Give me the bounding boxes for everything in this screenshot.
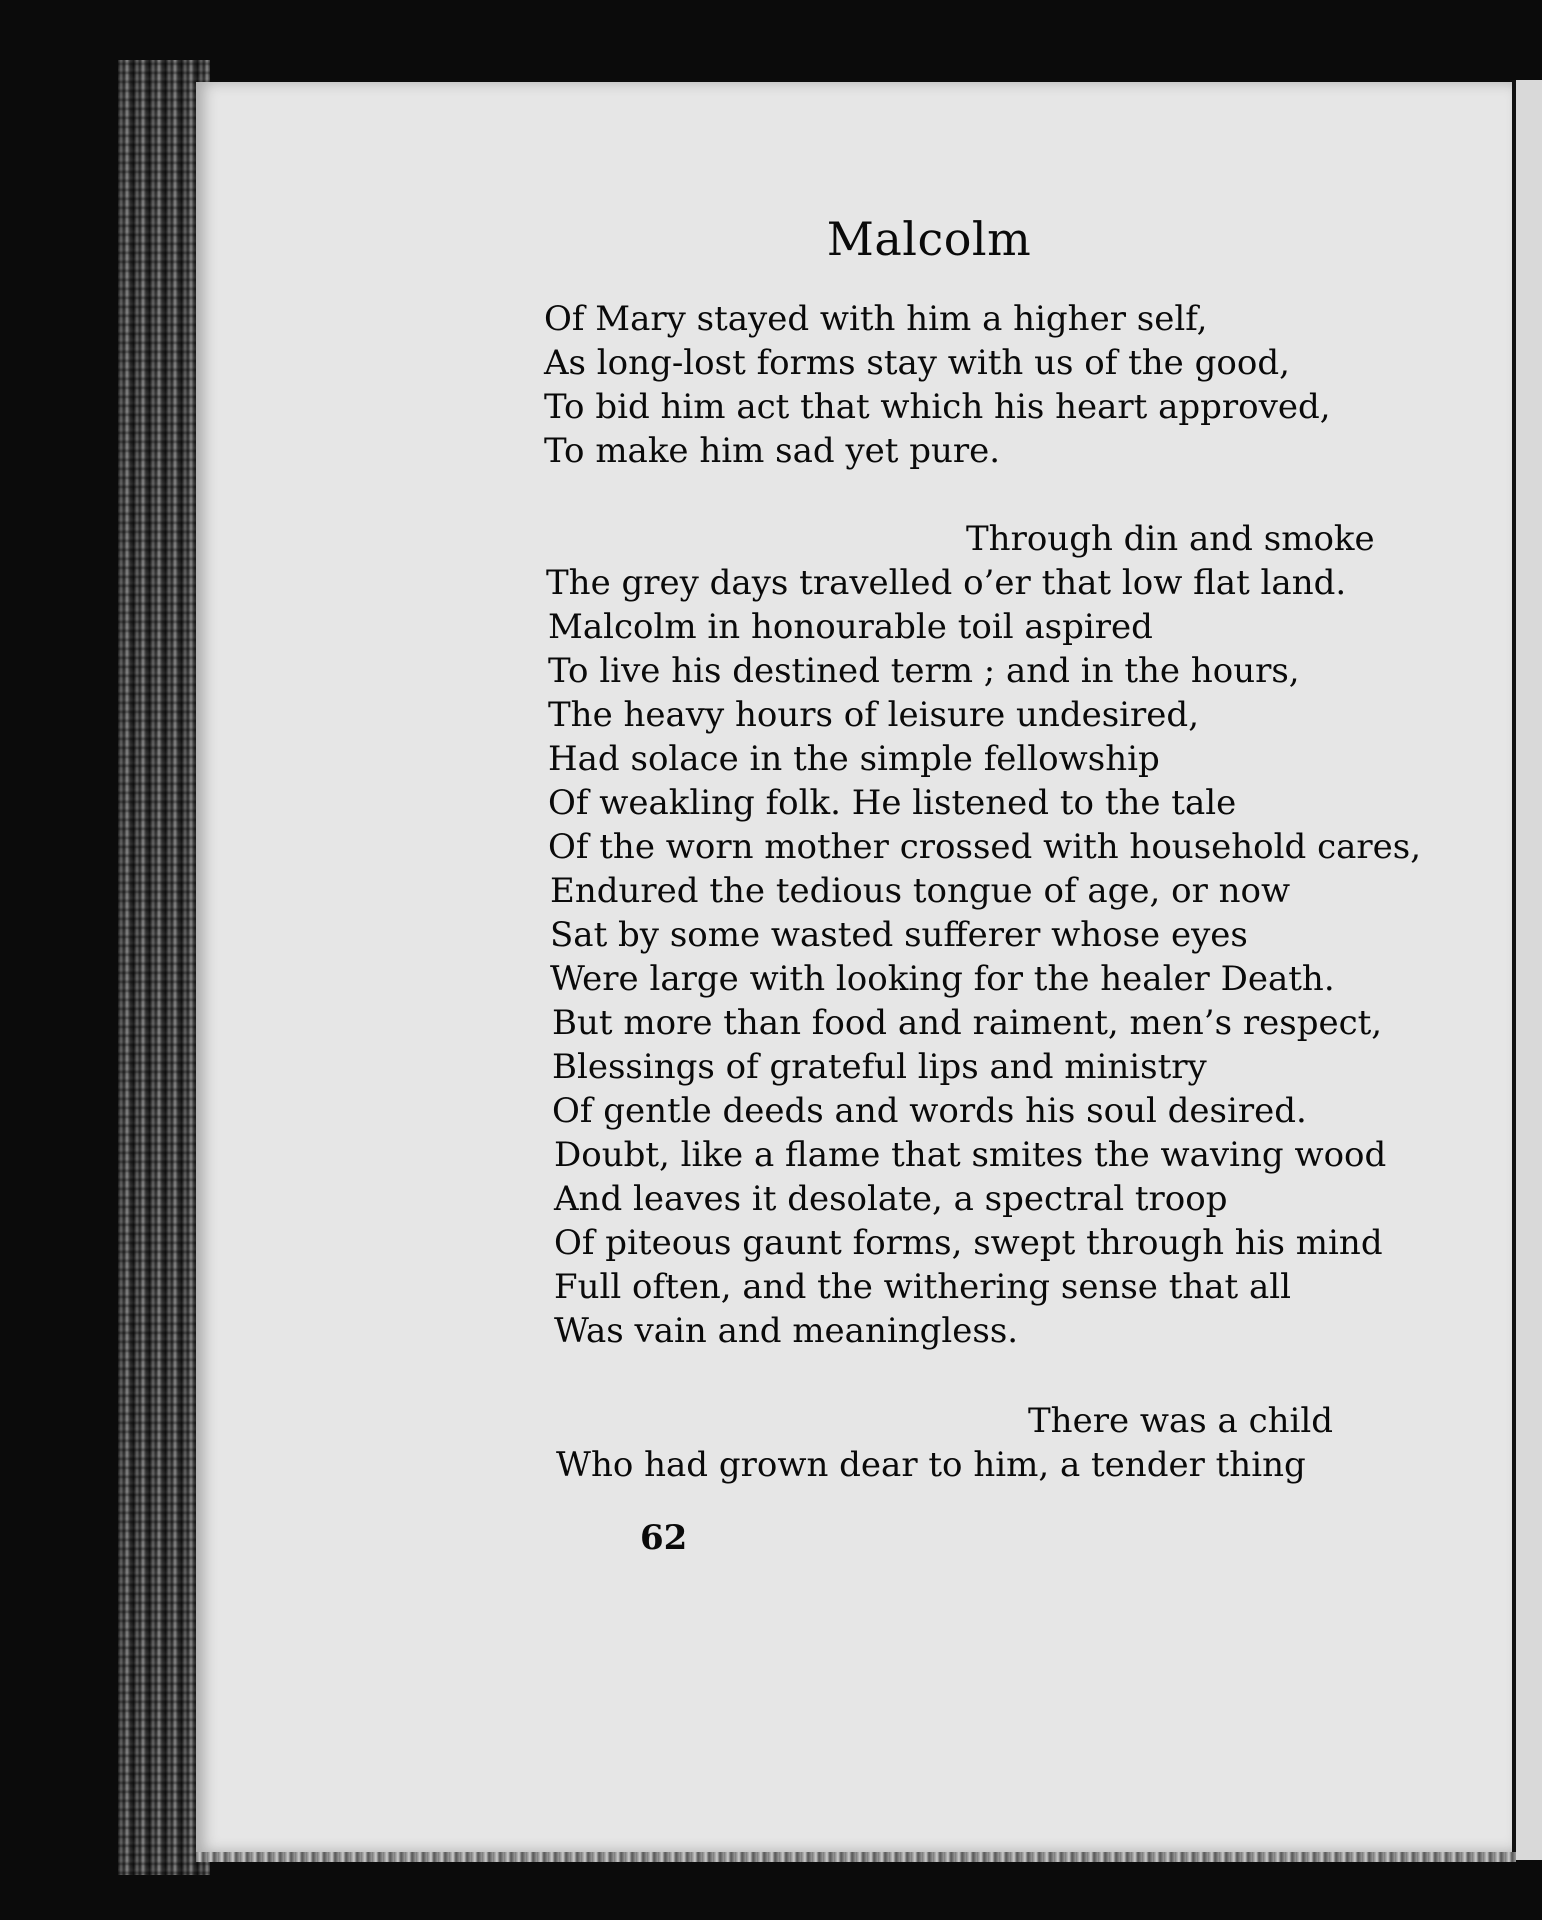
poem-line: Were large with looking for the healer Death. [550,959,1335,999]
poem-line: As long-lost forms stay with us of the good, [544,343,1290,383]
poem-line: To live his destined term ; and in the hours, [548,651,1300,691]
poem-line: Endured the tedious tongue of age, or now [550,871,1291,911]
page-number: 62 [640,1518,688,1558]
poem-text-block [196,82,1512,1852]
poem-line: Sat by some wasted sufferer whose eyes [550,915,1248,955]
poem-line: The heavy hours of leisure undesired, [548,695,1199,735]
poem-line: Was vain and meaningless. [554,1311,1019,1351]
poem-line: Through din and smoke [966,519,1375,559]
poem-line: And leaves it desolate, a spectral troop [554,1179,1228,1219]
poem-line: Of gentle deeds and words his soul desired. [552,1091,1307,1131]
poem-line: Blessings of grateful lips and ministry [552,1047,1207,1087]
poem-line: Of Mary stayed with him a higher self, [544,299,1208,339]
poem-line: Of piteous gaunt forms, swept through his mind [554,1223,1383,1263]
page-title: Malcolm [826,212,1032,266]
page-bottom-edge [196,1852,1516,1862]
poem-line: Had solace in the simple fellowship [548,739,1160,779]
page-paper [196,82,1512,1856]
poem-line: Doubt, like a flame that smites the waving wood [554,1135,1387,1175]
poem-line: Full often, and the withering sense that all [554,1267,1292,1307]
poem-line: Of weakling folk. He listened to the tale [548,783,1237,823]
poem-line: To bid him act that which his heart approved, [544,387,1331,427]
poem-line: Who had grown dear to him, a tender thing [556,1445,1306,1485]
facing-page-edge [1510,80,1542,1860]
poem-line: Of the worn mother crossed with household cares, [548,827,1422,867]
poem-line: But more than food and raiment, men’s respect, [552,1003,1383,1043]
poem-line: The grey days travelled o’er that low flat land. [546,563,1347,603]
poem-line: To make him sad yet pure. [544,431,1001,471]
poem-line: There was a child [1028,1401,1334,1441]
poem-line: Malcolm in honourable toil aspired [548,607,1153,647]
